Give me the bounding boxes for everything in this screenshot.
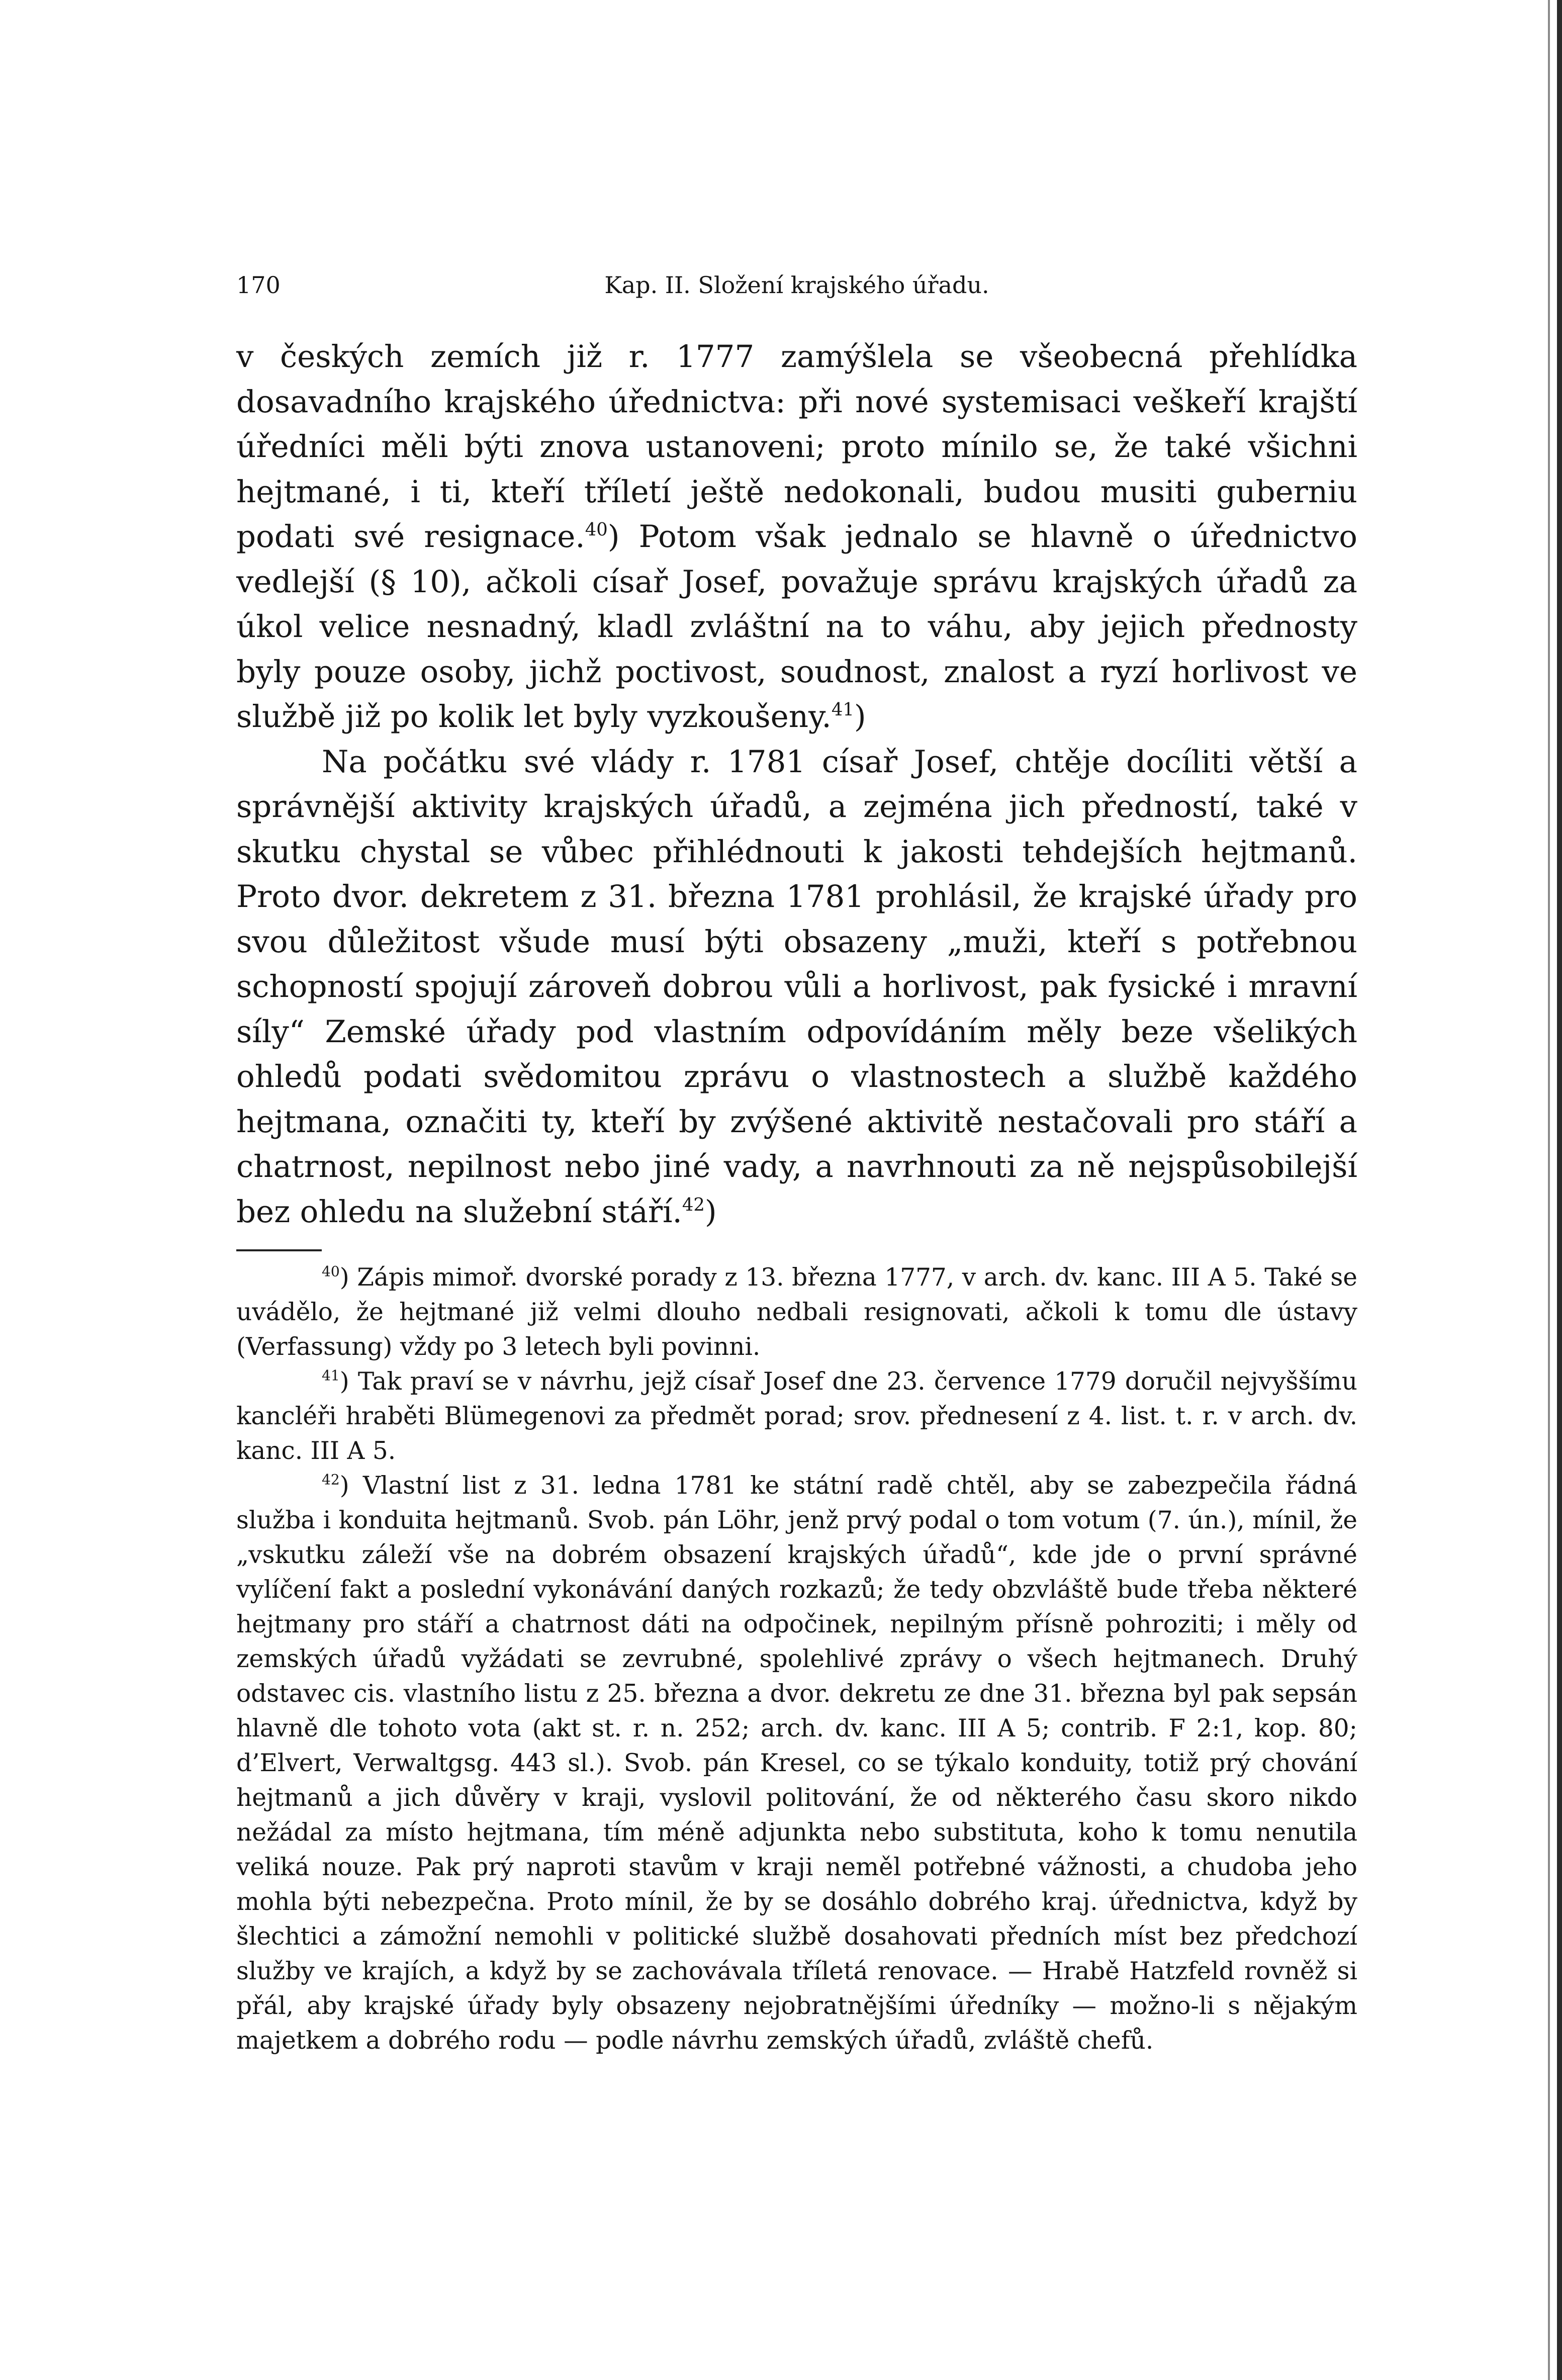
paragraph-text: Na počátku své vlády r. 1781 císař Josef, chtěje docíliti větší a správnější aktivity krajských úřadů, a zejména jich předností, také v skutku chystal se vůbec přihlédnouti k jakosti tehdejších hejtmanů. Proto dvor. dekretem z 31. března 1781 prohlásil, že krajské úřady pro svou důležitost všude musí býti obsazeny „muži, kteří s potřebnou schopností spojují zároveň dobrou vůli a horlivost, pak fysické i mravní síly“ Zemské úřady pod vlastním odpovídáním měly beze všelikých ohledů podati svědomitou zprávu o vlastnostech a službě každého hejtmana, označiti ty, kteří by zvýšené aktivitě nestačovali pro stáří a chatrnost, nepilnost nebo jiné vady, a navrhnouti za ně nejspůsobilejší bez ohledu na služební stáří. (236, 744, 1357, 1230)
running-title: Kap. II. Složení krajského úřadu. (604, 271, 989, 299)
page-header (236, 261, 1357, 307)
footnote-42 (236, 1469, 1357, 2058)
page-number: 170 (236, 271, 281, 299)
footnote-text: ) Tak praví se v návrhu, jejž císař Josef dne 23. července 1779 doručil nejvyššímu kancléři hraběti Blümegenovi za předmět porad; srov. přednesení z 4. list. t. r. v arch. dv. kanc. III A 5. (236, 1367, 1357, 1465)
footnote-marker: 41 (322, 1367, 340, 1384)
footnotes (236, 1260, 1357, 2058)
footnote-ref-42: 42 (682, 1194, 705, 1215)
page-edge-shadow (1557, 0, 1562, 2380)
footnote-marker: 42 (322, 1471, 340, 1488)
main-text (236, 334, 1357, 1234)
footnote-marker: 40 (322, 1263, 340, 1280)
footnote-40 (236, 1260, 1357, 1364)
book-page (236, 261, 1357, 2058)
paragraph-1 (236, 334, 1357, 740)
paragraph-text: ) (854, 699, 866, 735)
paragraph-text: ) (704, 1194, 717, 1230)
page-edge-line (1548, 0, 1550, 2380)
footnote-ref-41: 41 (831, 699, 854, 720)
footnote-text: ) Zápis mimoř. dvorské porady z 13. března 1777, v arch. dv. kanc. III A 5. Také se uvádělo, že hejtmané již velmi dlouho nedbali resignovati, ačkoli k tomu dle ústavy (Verfassung) vždy po 3 letech byli povinni. (236, 1263, 1357, 1361)
footnote-divider (236, 1249, 322, 1251)
paragraph-text: v českých zemích již r. 1777 zamýšlela se všeobecná přehlídka dosavadního krajského úřednictva: při nové systemisaci veškeří krajští úředníci měli býti znova ustanoveni; proto mínilo se, že také všichni hejtmané, i ti, kteří tříletí ještě nedokonali, budou musiti guberniu podati své resignace. (236, 339, 1357, 555)
footnote-41 (236, 1364, 1357, 1469)
paragraph-2 (236, 740, 1357, 1235)
footnote-text: ) Vlastní list z 31. ledna 1781 ke státní radě chtěl, aby se zabezpečila řádná služba i konduita hejtmanů. Svob. pán Löhr, jenž prvý podal o tom votum (7. ún.), mínil, že „vskutku záleží vše na dobrém obsazení krajských úřadů“, kde jde o první správné vylíčení fakt a poslední vykonávání daných rozkazů; že tedy obzvláště bude třeba některé hejtmany pro stáří a chatrnost dáti na odpočinek, nepilným přísně pohroziti; i měly od zemských úřadů vyžádati se zevrubné, spolehlivé zprávy o všech hejtmanech. Druhý odstavec cis. vlastního listu z 25. března a dvor. dekretu ze dne 31. března byl pak sepsán hlavně dle tohoto vota (akt st. r. n. 252; arch. dv. kanc. III A 5; contrib. F 2:1, kop. 80; d’Elvert, Verwaltgsg. 443 sl.). Svob. pán Kresel, co se týkalo konduity, totiž prý chování hejtmanů a jich důvěry v kraji, vyslovil politování, že od některého času skoro nikdo nežádal za místo hejtmana, tím méně adjunkta nebo substituta, koho k tomu nenutila veliká nouze. Pak prý naproti stavům v kraji neměl potřebné vážnosti, a chudoba jeho mohla býti nebezpečna. Proto mínil, že by se dosáhlo dobrého kraj. úřednictva, když by šlechtici a zámožní nemohli v politické službě dosahovati předních míst bez předchozí služby ve krajích, a když by se zachovávala tříletá renovace. — Hrabě Hatzfeld rovněž si přál, aby krajské úřady byly obsazeny nejobratnějšími úředníky — možno-li s nějakým majetkem a dobrého rodu — podle návrhu zemských úřadů, zvláště chefů. (236, 1472, 1357, 2055)
paragraph-text: ) Potom však jednalo se hlavně o úřednictvo vedlejší (§ 10), ačkoli císař Josef, považuje správu krajských úřadů za úkol velice nesnadný, kladl zvláštní na to váhu, aby jejich přednosty byly pouze osoby, jichž poctivost, soudnost, znalost a ryzí horlivost ve službě již po kolik let byly vyzkoušeny. (236, 519, 1357, 735)
footnote-ref-40: 40 (585, 519, 608, 540)
